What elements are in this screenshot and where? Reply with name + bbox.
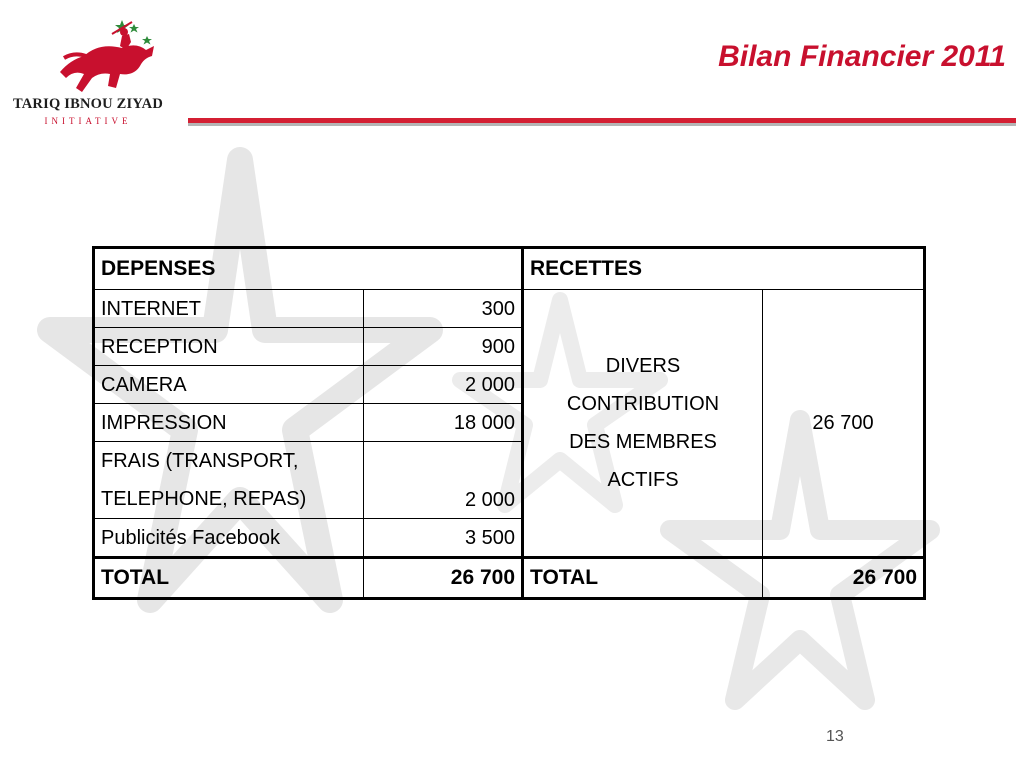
table-total-row	[94, 558, 925, 599]
depense-value: 18 000	[364, 404, 523, 442]
table-header-row	[94, 248, 925, 290]
page-title: Bilan Financier 2011	[718, 40, 1006, 73]
total-depenses-value: 26 700	[364, 558, 523, 599]
depense-value: 3 500	[364, 519, 523, 558]
total-depenses-label: TOTAL	[94, 558, 364, 599]
recette-value: 26 700	[763, 290, 925, 558]
depense-label: Publicités Facebook	[94, 519, 364, 558]
depense-value: 300	[364, 290, 523, 328]
recette-label	[523, 290, 763, 558]
depense-value: 900	[364, 328, 523, 366]
depense-label: RECEPTION	[94, 328, 364, 366]
depense-value: 2 000	[364, 442, 523, 519]
page-number: 13	[826, 728, 844, 745]
header-rule-grey	[188, 123, 1016, 126]
logo-name: TARIQ IBNOU ZIYAD	[12, 96, 164, 112]
depense-label: CAMERA	[94, 366, 364, 404]
table-row	[94, 290, 925, 328]
total-recettes-value: 26 700	[763, 558, 925, 599]
depense-label: INTERNET	[94, 290, 364, 328]
total-recettes-label: TOTAL	[523, 558, 763, 599]
depense-value: 2 000	[364, 366, 523, 404]
depenses-header: DEPENSES	[94, 248, 523, 290]
depense-label: FRAIS (TRANSPORT, TELEPHONE, REPAS)	[94, 442, 364, 519]
recettes-header: RECETTES	[523, 248, 925, 290]
recette-label-text: DIVERS CONTRIBUTION DES MEMBRES ACTIFS	[566, 355, 720, 491]
financial-balance-table	[92, 246, 926, 600]
logo-tagline: INITIATIVE	[44, 116, 132, 126]
horse-rider-logo-icon	[4, 12, 174, 132]
depense-label: IMPRESSION	[94, 404, 364, 442]
